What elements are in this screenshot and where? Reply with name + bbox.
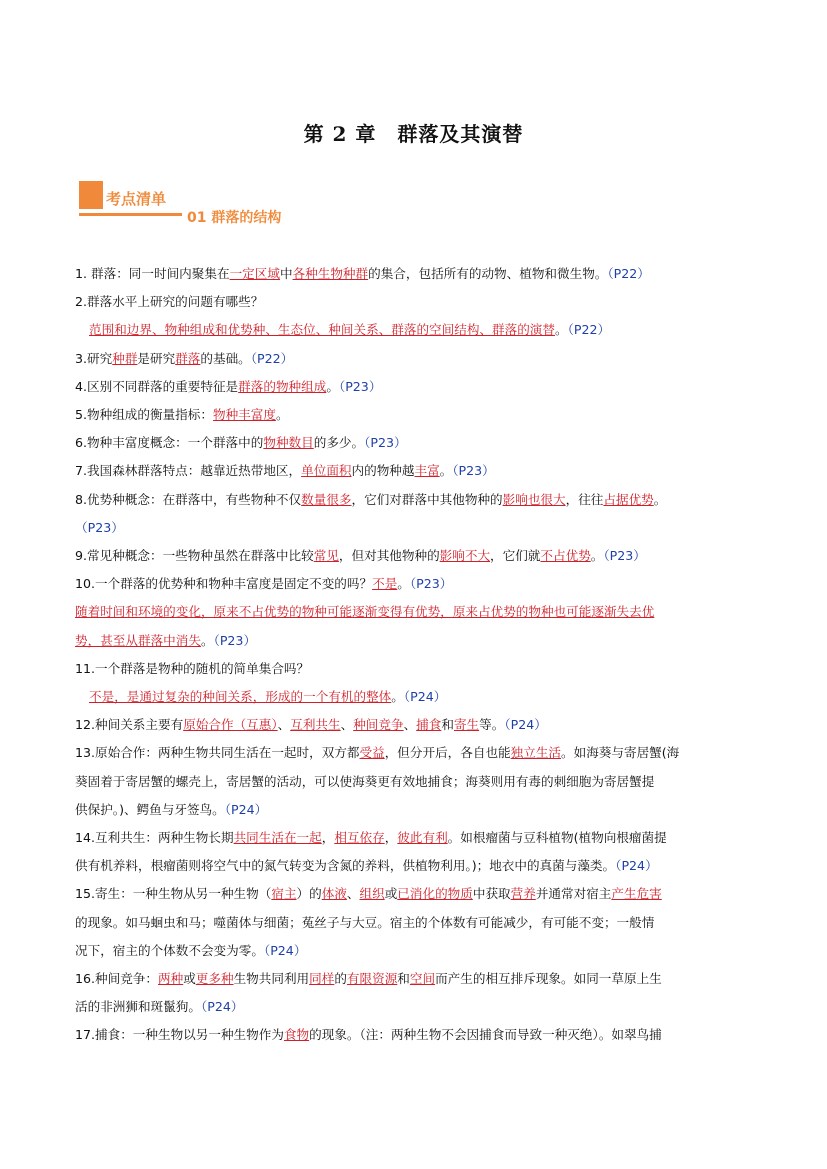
note-line bbox=[75, 655, 755, 683]
note-text: 内的物种越 bbox=[351, 463, 415, 479]
note-text: 3.研究 bbox=[75, 350, 113, 366]
note-text: 的现象。（注：两种生物不会因捕食而导致一种灭绝）。如翠鸟捕 bbox=[309, 1027, 662, 1043]
answer-blank: 食物 bbox=[283, 1027, 310, 1043]
note-text: 、 bbox=[277, 717, 291, 733]
answer-blank: 范围和边界、物种组成和优势种、生态位、种间关系、群落的空间结构、群落的演替 bbox=[89, 322, 555, 338]
page-reference: （P24） bbox=[504, 717, 547, 733]
note-line bbox=[75, 937, 755, 965]
note-text: 和 bbox=[397, 971, 410, 987]
answer-blank: 数量很多 bbox=[301, 491, 352, 507]
note-text: ，往往 bbox=[565, 491, 604, 507]
note-text: 。 bbox=[439, 463, 453, 479]
note-text: 或 bbox=[384, 886, 398, 902]
note-line bbox=[75, 542, 755, 570]
note-line bbox=[75, 627, 755, 655]
note-line bbox=[75, 288, 755, 316]
answer-blank: 寄生 bbox=[453, 717, 480, 733]
note-text: 中获取 bbox=[472, 886, 511, 902]
answer-blank: 不是 bbox=[372, 576, 398, 592]
note-text: 。 bbox=[590, 548, 604, 564]
answer-blank: 不占优势 bbox=[540, 548, 591, 564]
answer-blank: 物种丰富度 bbox=[212, 407, 276, 423]
note-line bbox=[75, 514, 755, 542]
note-text: 1. 群落：同一时间内聚集在 bbox=[75, 266, 230, 281]
page-reference: （P23） bbox=[75, 519, 124, 535]
answer-blank: 营养 bbox=[510, 886, 536, 902]
answer-blank: 有限资源 bbox=[346, 971, 398, 987]
note-line bbox=[75, 260, 755, 288]
note-text: 是研究 bbox=[137, 350, 176, 366]
note-text: ，它们就 bbox=[490, 548, 541, 564]
page-reference: （P23） bbox=[409, 576, 453, 592]
answer-blank: 共同生活在一起 bbox=[233, 830, 322, 846]
page-reference: （P22） bbox=[250, 350, 294, 366]
note-text: 和 bbox=[441, 717, 454, 733]
note-text: 16.种间竞争： bbox=[75, 971, 158, 987]
note-line bbox=[75, 824, 755, 852]
note-line bbox=[75, 345, 755, 373]
answer-blank: 独立生活 bbox=[510, 745, 561, 761]
note-text: ，它们对群落中其他物种的 bbox=[351, 491, 503, 507]
note-text: 。 bbox=[326, 378, 339, 394]
note-text: 14.互利共生：两种生物长期 bbox=[75, 830, 234, 846]
page-reference: （P23） bbox=[603, 548, 646, 564]
answer-blank: 常见 bbox=[313, 548, 339, 564]
note-text: 。 bbox=[653, 491, 667, 507]
note-line bbox=[75, 683, 755, 711]
page-reference: （P24） bbox=[263, 942, 307, 958]
note-line bbox=[75, 711, 755, 739]
note-line bbox=[75, 852, 755, 880]
note-text: 而产生的相互排斥现象。如同一草原上生 bbox=[435, 971, 662, 987]
answer-blank: 势，甚至从群落中消失 bbox=[75, 632, 201, 648]
note-text: 。 bbox=[200, 632, 214, 648]
note-line bbox=[75, 796, 755, 824]
note-line bbox=[75, 401, 755, 429]
answer-blank: 群落的物种组成 bbox=[238, 378, 327, 394]
answer-blank: 宿主 bbox=[271, 886, 297, 902]
page-reference: （P22） bbox=[607, 266, 650, 281]
page-reference: （P23） bbox=[338, 378, 382, 394]
answer-blank: 更多种 bbox=[195, 971, 234, 987]
note-line bbox=[75, 316, 755, 344]
answer-blank: 捕食 bbox=[416, 717, 442, 733]
answer-blank: 彼此有利 bbox=[397, 830, 448, 846]
note-text: ， bbox=[384, 830, 398, 846]
note-text: 、 bbox=[346, 886, 360, 902]
answer-blank: 物种数目 bbox=[263, 435, 314, 451]
note-text: 4.区别不同群落的重要特征是 bbox=[75, 378, 239, 394]
answer-blank: 互利共生 bbox=[290, 717, 341, 733]
note-line bbox=[75, 909, 755, 937]
note-line bbox=[75, 598, 755, 626]
note-text: 、 bbox=[340, 717, 354, 733]
note-text: 6.物种丰富度概念：一个群落中的 bbox=[75, 435, 264, 451]
page-reference: （P23） bbox=[213, 632, 257, 648]
answer-blank: 影响也很大 bbox=[502, 491, 566, 507]
answer-blank: 影响不大 bbox=[439, 548, 491, 564]
answer-blank: 已消化的物质 bbox=[397, 886, 473, 902]
note-text: 10.一个群落的优势种和物种丰富度是固定不变的吗？ bbox=[75, 576, 373, 592]
note-line bbox=[75, 880, 755, 908]
note-text: 。 bbox=[554, 322, 568, 338]
note-line bbox=[75, 570, 755, 598]
answer-blank: 原始合作（互惠） bbox=[183, 717, 278, 733]
note-line bbox=[75, 739, 755, 767]
note-text: 。 bbox=[397, 576, 410, 592]
note-text: 供有机养料，根瘤菌则将空气中的氮气转变为含氮的养料，供植物利用。)；地衣中的真菌与藻类。 bbox=[75, 858, 616, 874]
note-text: 。 bbox=[275, 407, 289, 423]
note-text: 的基础。 bbox=[200, 350, 251, 366]
section-title: 01 群落的结构 bbox=[187, 210, 282, 226]
page-reference: （P24） bbox=[224, 801, 268, 817]
note-text: 的现象。如马蛔虫和马；噬菌体与细菌；菟丝子与大豆。宿主的个体数有可能减少，有可能不变；一般情 bbox=[75, 914, 655, 930]
note-text: 。如根瘤菌与豆科植物(植物向根瘤菌提 bbox=[447, 830, 667, 846]
note-text: 7.我国森林群落特点：越靠近热带地区， bbox=[75, 463, 302, 479]
badge-square-icon bbox=[79, 181, 103, 209]
answer-blank: 种间竞争 bbox=[353, 717, 404, 733]
answer-blank: 一定区域 bbox=[229, 266, 280, 281]
note-text: 17.捕食：一种生物以另一种生物作为 bbox=[75, 1027, 284, 1043]
page-reference: （P22） bbox=[567, 322, 611, 338]
note-text: 11.一个群落是物种的随机的简单集合吗？ bbox=[75, 660, 310, 676]
note-text: ）的 bbox=[296, 886, 322, 902]
answer-blank: 丰富 bbox=[414, 463, 440, 479]
answer-blank: 空间 bbox=[409, 971, 436, 987]
page-reference: （P24） bbox=[615, 858, 658, 874]
answer-blank: 随着时间和环境的变化，原来不占优势的物种可能逐渐变得有优势，原来占优势的物种也可能逐渐失去优 bbox=[75, 604, 655, 620]
chapter-title: 第 2 章 群落及其演替 bbox=[303, 122, 524, 146]
note-text: 或 bbox=[183, 971, 196, 987]
answer-blank: 受益 bbox=[359, 745, 385, 761]
notes-list bbox=[75, 260, 755, 1050]
answer-blank: 单位面积 bbox=[301, 463, 352, 479]
note-text: 。 bbox=[391, 689, 404, 705]
answer-blank: 不是，是通过复杂的种间关系，形成的一个有机的整体 bbox=[89, 689, 392, 705]
answer-blank: 组织 bbox=[359, 886, 385, 902]
note-text: 况下，宿主的个体数不会变为零。 bbox=[75, 942, 264, 958]
note-line bbox=[75, 373, 755, 401]
note-text: ，但对其他物种的 bbox=[338, 548, 440, 564]
note-line bbox=[75, 965, 755, 993]
note-text: 、 bbox=[403, 717, 417, 733]
note-line bbox=[75, 1021, 755, 1049]
note-line bbox=[75, 993, 755, 1021]
note-text: 活的非洲狮和斑鬣狗。 bbox=[75, 999, 201, 1015]
note-text: 等。 bbox=[479, 717, 505, 733]
note-text: 2.群落水平上研究的问题有哪些？ bbox=[75, 294, 264, 310]
note-text: 的 bbox=[334, 971, 347, 987]
answer-blank: 种群 bbox=[112, 350, 138, 366]
note-text: 8.优势种概念：在群落中，有些物种不仅 bbox=[75, 491, 302, 507]
note-text: 生物共同利用 bbox=[233, 971, 310, 987]
page-reference: （P24） bbox=[200, 999, 244, 1015]
note-text: 13.原始合作：两种生物共同生活在一起时，双方都 bbox=[75, 745, 360, 761]
note-text: 。如海葵与寄居蟹(海 bbox=[561, 745, 680, 761]
note-text: 中 bbox=[279, 266, 293, 281]
note-line bbox=[75, 768, 755, 796]
note-line bbox=[75, 486, 755, 514]
badge-underline bbox=[79, 213, 182, 216]
answer-blank: 产生危害 bbox=[611, 886, 662, 902]
answer-blank: 两种 bbox=[158, 971, 184, 987]
page-reference: （P23） bbox=[364, 435, 407, 451]
note-text: 葵固着于寄居蟹的螺壳上，寄居蟹的活动，可以使海葵更有效地捕食；海葵则用有毒的刺细胞为寄居蟹提 bbox=[75, 773, 655, 789]
note-text: 并通常对宿主 bbox=[535, 886, 612, 902]
note-text: 的集合，包括所有的动物、植物和微生物。 bbox=[368, 266, 608, 281]
answer-blank: 相互依存 bbox=[334, 830, 385, 846]
answer-blank: 同样 bbox=[309, 971, 335, 987]
note-text: 的多少。 bbox=[313, 435, 365, 451]
badge-label: 考点清单 bbox=[106, 190, 167, 208]
page-reference: （P23） bbox=[452, 463, 495, 479]
note-text: 5.物种组成的衡量指标： bbox=[75, 407, 213, 423]
answer-blank: 群落 bbox=[175, 350, 201, 366]
page-reference: （P24） bbox=[403, 689, 447, 705]
answer-blank: 占据优势 bbox=[603, 491, 654, 507]
note-text: ， bbox=[321, 830, 335, 846]
answer-blank: 体液 bbox=[321, 886, 347, 902]
note-text: 供保护。)、鳄鱼与牙签鸟。 bbox=[75, 801, 225, 817]
note-text: 9.常见种概念：一些物种虽然在群落中比较 bbox=[75, 548, 314, 564]
note-line bbox=[75, 429, 755, 457]
note-text: 12.种间关系主要有 bbox=[75, 717, 184, 733]
note-text: 15.寄生：一种生物从另一种生物（ bbox=[75, 886, 272, 902]
answer-blank: 各种生物种群 bbox=[292, 266, 369, 281]
note-line bbox=[75, 457, 755, 485]
note-text: ，但分开后，各自也能 bbox=[384, 745, 511, 761]
